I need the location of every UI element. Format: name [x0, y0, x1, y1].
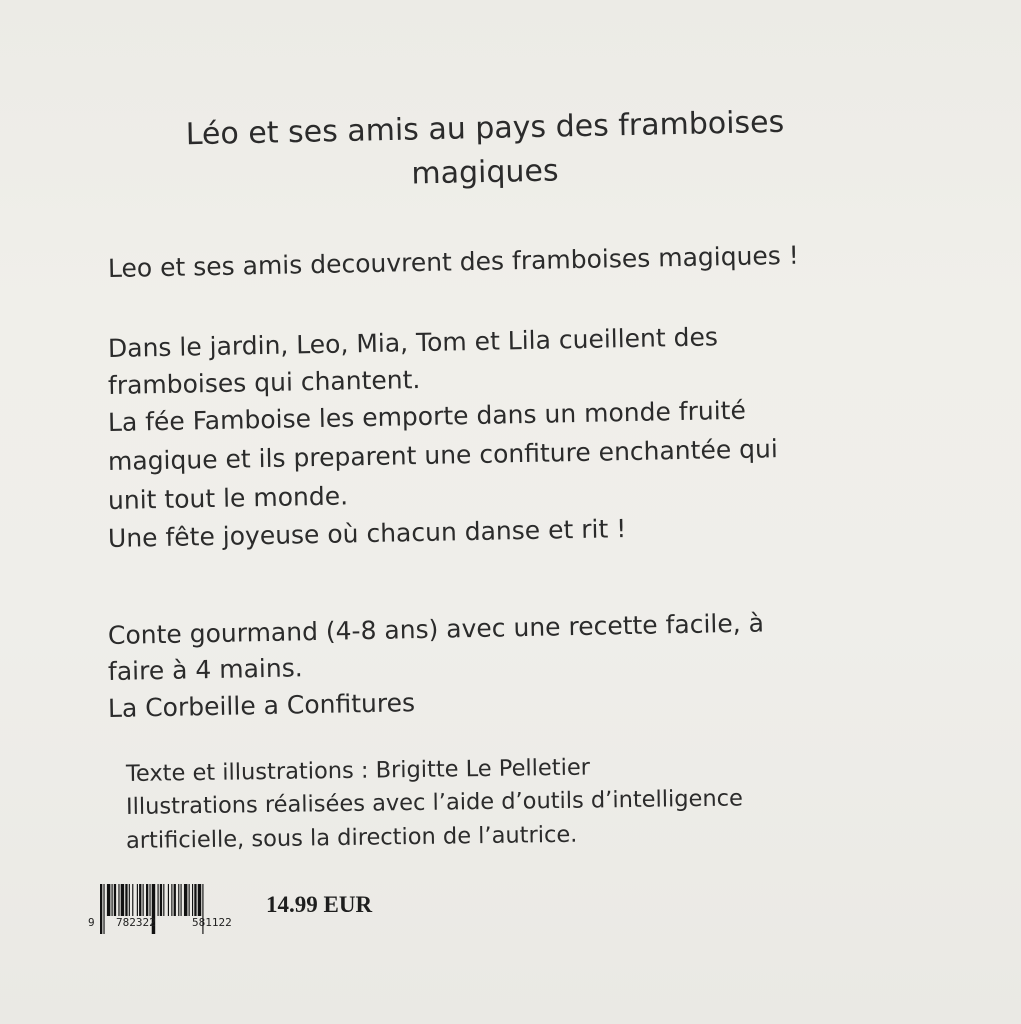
barcode-bar — [194, 884, 196, 916]
barcode-bar — [171, 884, 172, 916]
barcode-bar — [132, 884, 133, 916]
barcode-bar — [146, 884, 148, 916]
barcode-bar — [100, 884, 102, 934]
credits-line: artificielle, sous la direction de l’autrice. — [125, 821, 578, 854]
barcode-bar — [129, 884, 130, 916]
barcode-bar — [189, 884, 190, 916]
barcode-bar — [181, 884, 182, 916]
barcode-bar — [160, 884, 162, 916]
barcode-bar — [192, 884, 193, 916]
details-line: Conte gourmand (4-8 ans) avec une recette facile, à — [107, 608, 765, 650]
barcode-bar — [103, 884, 104, 934]
barcode-digits-right: 581122 — [192, 916, 232, 929]
barcode-bar — [114, 884, 116, 916]
summary-line: La fée Famboise les emporte dans un monde fruité — [107, 395, 747, 437]
price-label: 14.99 EUR — [266, 892, 373, 917]
credits-line: Texte et illustrations : Brigitte Le Pelletier — [125, 754, 591, 787]
summary-line: magique et ils preparent une confiture enchantée qui — [107, 434, 779, 476]
barcode-bar — [118, 884, 119, 916]
summary-line: Dans le jardin, Leo, Mia, Tom et Lila cueillent des — [107, 322, 719, 363]
barcode-bar — [168, 884, 169, 916]
barcode-bar — [163, 884, 164, 916]
barcode-digits-left: 782322 — [116, 916, 156, 929]
barcode-bar — [125, 884, 127, 916]
barcode-bar — [137, 884, 138, 916]
barcode-bar — [174, 884, 176, 916]
credits-line: Illustrations réalisées avec l’aide d’outils d’intelligence — [125, 785, 744, 820]
summary-line: unit tout le monde. — [107, 481, 349, 515]
barcode-bar — [184, 884, 187, 916]
publisher-line: La Corbeille a Confitures — [107, 688, 416, 723]
summary-line: Une fête joyeuse où chacun danse et rit ! — [107, 514, 627, 553]
barcode-bar — [149, 884, 150, 916]
barcode-bar — [198, 884, 201, 916]
barcode-bar — [178, 884, 179, 916]
barcode-bar — [139, 884, 141, 916]
summary-intro: Leo et ses amis decouvrent des framboises magiques ! — [107, 240, 800, 283]
barcode-bar — [112, 884, 113, 916]
details-line: faire à 4 mains. — [107, 653, 303, 686]
barcode-bar — [158, 884, 159, 916]
barcode-bar — [107, 884, 110, 916]
barcode-bar — [121, 884, 124, 916]
barcode-bar — [143, 884, 144, 916]
summary-line: framboises qui chantent. — [107, 365, 421, 400]
book-title-line-1: Léo et ses amis au pays des framboises — [185, 104, 785, 153]
book-title-line-2: magiques — [411, 153, 559, 192]
barcode-lead-digit: 9 — [88, 916, 95, 929]
